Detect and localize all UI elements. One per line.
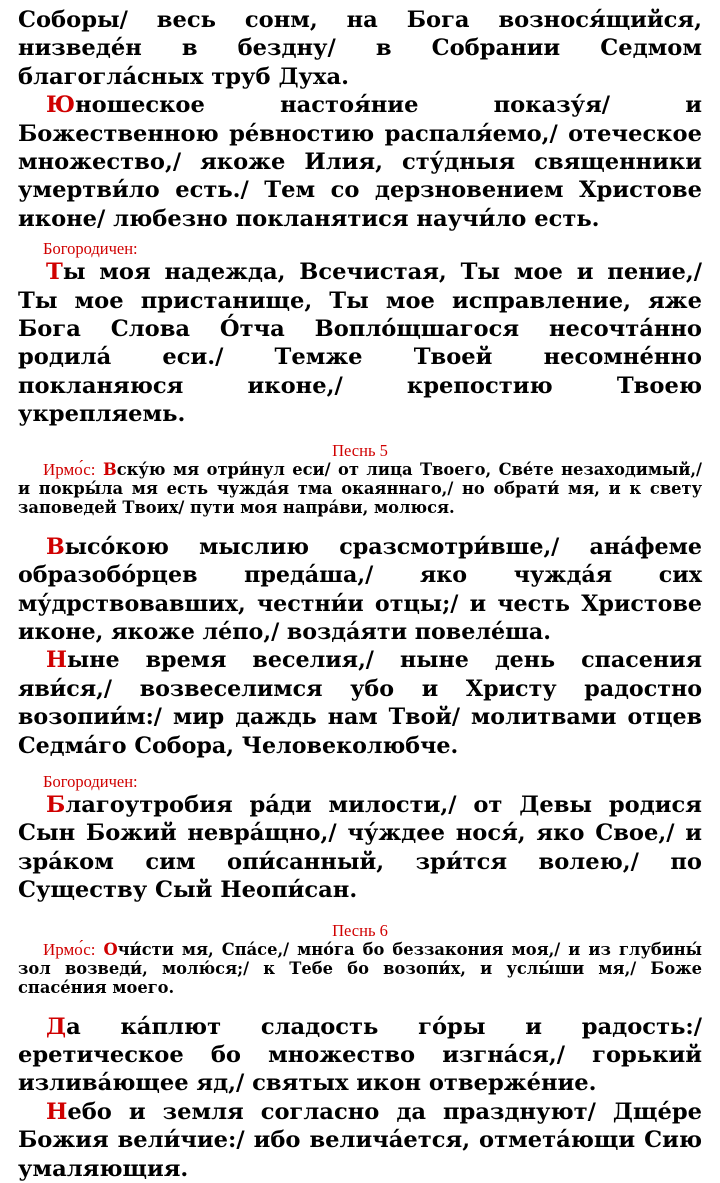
troparion-body: а ка́плют сладость го́ры и радость:/ еретическое бо множество изгна́ся,/ горький излива́ющее яд,/ святых икон отверже́ние. [18,1013,702,1097]
theotokion-label: Богородичен: [43,771,138,791]
liturgical-page [18,6,702,1183]
theotokion-text [18,258,702,428]
red-initial: В [102,459,117,479]
troparion-text [18,646,702,760]
red-initial: В [46,533,65,560]
red-initial: Н [46,647,67,674]
red-initial: О [103,939,118,959]
ode-5-heading: Песнь 5 [332,440,388,460]
troparion-text [18,6,702,91]
troparion-text [18,1098,702,1183]
troparion-body: лагоутробия ра́ди милости,/ от Девы родися Сын Божий невра́щно,/ чу́ждее нося́, яко Свое,/ и зра́ком сим опи́санный, зри́тся волею,/ по Существу Сый Неопи́сан. [18,791,702,904]
irmos-body: чи́сти мя, Спа́се,/ мно́га бо беззакония моя,/ и из глубины́ зол возведи́, молю́ся;/ к Тебе бо возопи́х, и услы́ши мя,/ Боже спасе́ния моего. [18,939,703,997]
troparion-text [18,91,702,233]
theotokion-label: Богородичен: [43,239,138,259]
ode-6-heading: Песнь 6 [332,920,388,940]
irmos-label: Ирмо́с: [43,459,96,479]
irmos-5-text [18,460,702,517]
troparion-text [18,533,702,647]
theotokion-text [18,791,702,905]
irmos-body: ску́ю мя отри́нул еси/ от лица Твоего, Све́те незаходимый,/ и покры́ла мя есть чужда́я тма окаяннаго,/ но обрати́ мя, и к свету заповедей Твоих/ пути моя напра́ви, молюся. [18,459,703,517]
troparion-body: ысо́кою мыслию сразсмотри́вше,/ ана́феме образобо́рцев преда́ша,/ яко чужда́я сих му́дрствовавших, честни́и отцы;/ и честь Христове иконе, якоже ле́по,/ возда́яти повеле́ша. [18,533,702,645]
red-initial: Ю [46,92,76,119]
troparion-body: ношеское настоя́ние показу́я/ и Божественною ре́вностию распаля́емо,/ отеческое множество,/ якоже Илия, сту́дныя священники умертви́ло есть./ Тем со дерзновением Христове иконе/ любезно покланятися научи́ло есть. [18,92,702,232]
irmos-6-text [18,940,702,997]
troparion-body: ы моя надежда, Всечистая, Ты мое и пение,/ Ты мое пристанище, Ты мое исправление, яже Бога Слова О́тча Вопло́щшагося несочта́нно родила́ еси./ Темже Твоей несомне́нно покланяюся иконе,/ крепостию Твоею укрепляемь. [18,259,702,428]
irmos-label: Ирмо́с: [43,939,96,959]
troparion-text [18,1013,702,1098]
troparion-body: ыне время веселия,/ ныне день спасения яви́ся,/ возвеселимся убо и Христу радостно возопии́м:/ мир даждь нам Твой/ молитвами отцев Седма́го Собора, Человеколюбче. [18,647,702,759]
red-initial: Н [46,1098,68,1125]
troparion-body: ебо и земля согласно да празднуют/ Дще́ре Божия вели́чие:/ ибо велича́ется, отмета́ющи Сию умаляющия. [18,1098,702,1182]
red-initial: Д [46,1013,67,1040]
red-initial: Т [46,259,63,286]
troparion-body: Соборы/ весь сонм, на Бога вознося́щийся, низведе́н в бездну/ в Собрании Седмом благогла́сных труб Духа. [18,7,702,90]
red-initial: Б [46,791,66,818]
